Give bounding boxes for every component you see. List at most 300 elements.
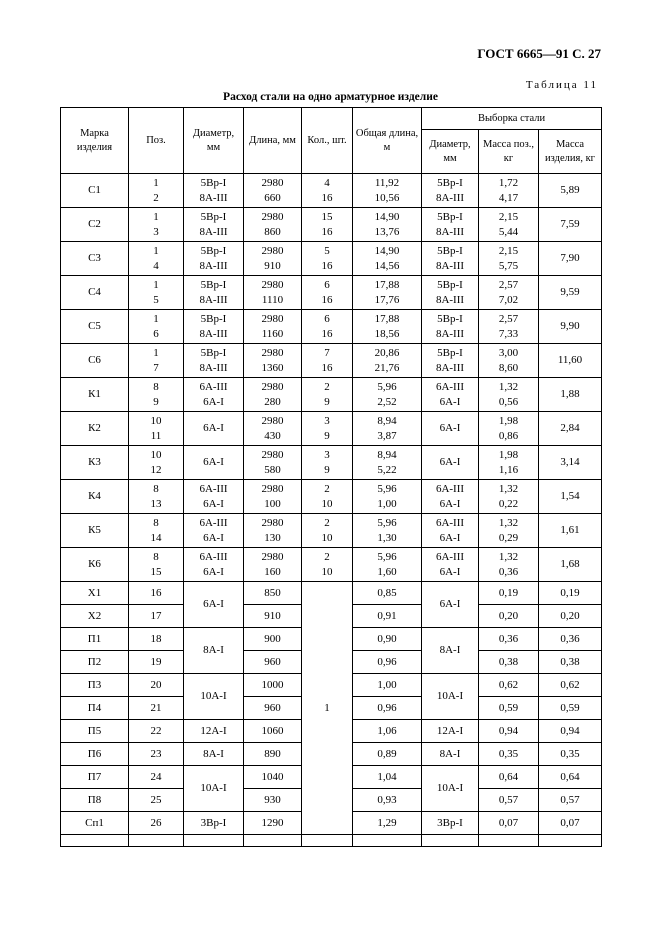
table-cell — [353, 789, 422, 812]
col-header-pos: Поз. — [129, 108, 184, 174]
cell-line: 0,62 — [560, 678, 580, 691]
cell-line: 10А-I — [436, 782, 464, 794]
table-cell — [129, 514, 184, 548]
page-header-right: ГОСТ 6665—91 С. 27 — [477, 46, 601, 61]
col-header-sel-diameter: Диаметр, мм — [422, 130, 479, 174]
table-cell — [539, 697, 602, 720]
cell-line: 8А-I — [439, 747, 461, 760]
cell-line: 1,32 — [498, 380, 519, 393]
cell-line: 16 — [321, 259, 333, 272]
cell-line: 1360 — [261, 361, 284, 374]
cell-line: 25 — [150, 793, 162, 806]
cell-line: 6 — [324, 312, 330, 325]
table-row — [61, 412, 602, 446]
cell-line: 17 — [150, 609, 162, 622]
table-cell — [353, 674, 422, 697]
table-cell — [61, 412, 129, 446]
table-row — [61, 174, 602, 208]
cell-line: 1,29 — [377, 816, 397, 829]
table-cell — [353, 720, 422, 743]
table-body — [61, 174, 602, 847]
cell-line: 1000 — [261, 678, 284, 691]
cell-line: 1,32 — [498, 516, 519, 529]
table-cell — [184, 548, 244, 582]
table-row — [61, 446, 602, 480]
cell-line: 5Вр-I — [437, 176, 463, 189]
cell-line: 1,30 — [377, 531, 397, 544]
table-cell — [539, 276, 602, 310]
cell-line: 860 — [264, 225, 281, 238]
cell-line: 0,94 — [498, 724, 519, 737]
cell-line: 14,56 — [374, 259, 400, 272]
table-cell — [479, 378, 539, 412]
cell-line: 890 — [264, 747, 281, 760]
table-cell — [184, 480, 244, 514]
col-header-sel-mass-item: Масса изделия, кг — [539, 130, 602, 174]
cell-line: С3 — [88, 252, 101, 264]
cell-line: 8А-III — [435, 361, 465, 374]
table-cell — [302, 174, 353, 208]
cell-line: 3 — [324, 448, 330, 461]
cell-line: 0,89 — [377, 747, 397, 760]
table-row — [61, 208, 602, 242]
cell-line: 1040 — [261, 770, 284, 783]
table-cell — [129, 766, 184, 789]
cell-line: 13 — [150, 497, 162, 510]
cell-line: 2,15 — [498, 244, 519, 257]
cell-line: 1,61 — [560, 524, 580, 536]
table-cell — [244, 412, 302, 446]
cell-line: 0,35 — [560, 747, 580, 760]
table-cell — [479, 514, 539, 548]
cell-line: 8 — [153, 482, 159, 495]
table-cell — [129, 651, 184, 674]
cell-line: 1,00 — [377, 497, 397, 510]
table-cell — [479, 674, 539, 697]
cell-line: 1,98 — [498, 448, 519, 461]
table-cell — [479, 412, 539, 446]
cell-line: 21,76 — [374, 361, 400, 374]
table-cell — [244, 766, 302, 789]
table-cell — [129, 276, 184, 310]
cell-line: 2980 — [261, 482, 284, 495]
table-cell — [184, 720, 244, 743]
cell-line: 9 — [324, 395, 330, 408]
cell-line: 10 — [321, 497, 333, 510]
table-cell — [184, 514, 244, 548]
cell-line: 10 — [321, 565, 333, 578]
table-cell — [539, 605, 602, 628]
cell-line: 2,57 — [498, 312, 519, 325]
cell-line: 1 — [153, 176, 159, 189]
cell-line: 10А-I — [200, 782, 227, 794]
table-row — [61, 242, 602, 276]
table-cell — [244, 605, 302, 628]
table-cell — [129, 697, 184, 720]
cell-line: 6А-III — [435, 550, 465, 563]
table-cell — [353, 582, 422, 605]
table-row — [61, 378, 602, 412]
table-cell — [129, 835, 184, 847]
table-cell — [539, 344, 602, 378]
table-cell — [244, 378, 302, 412]
cell-line: 0,86 — [498, 429, 519, 442]
table-cell — [422, 480, 479, 514]
cell-line: 130 — [264, 531, 281, 544]
cell-line: 9 — [153, 395, 159, 408]
cell-line: 10,56 — [374, 191, 400, 204]
cell-line: 6А-I — [439, 456, 461, 468]
cell-line: 1,16 — [498, 463, 519, 476]
table-cell — [422, 766, 479, 812]
cell-line: 12А-I — [436, 724, 464, 737]
cell-line: 2980 — [261, 516, 284, 529]
cell-line: 12А-I — [200, 724, 227, 737]
table-cell — [353, 812, 422, 835]
cell-line: 7,33 — [498, 327, 519, 340]
cell-line: 5,96 — [377, 516, 397, 529]
cell-line: 8А-III — [199, 361, 228, 374]
cell-line: 0,19 — [498, 586, 519, 599]
table-cell — [479, 743, 539, 766]
cell-line: 7 — [153, 361, 159, 374]
cell-line: 1290 — [261, 816, 284, 829]
cell-line: 10А-I — [200, 690, 227, 702]
table-cell — [244, 582, 302, 605]
table-cell — [539, 514, 602, 548]
table-cell — [61, 378, 129, 412]
table-cell — [129, 628, 184, 651]
cell-line: 11,60 — [557, 354, 583, 366]
cell-line: 15 — [321, 210, 333, 223]
table-cell — [539, 674, 602, 697]
cell-line: 1,72 — [498, 176, 519, 189]
cell-line: 960 — [264, 701, 281, 714]
table-cell — [539, 789, 602, 812]
table-cell — [422, 242, 479, 276]
table-cell — [129, 446, 184, 480]
cell-line: 1 — [153, 210, 159, 223]
cell-line: 18,56 — [374, 327, 400, 340]
cell-line: 1160 — [261, 327, 284, 340]
header-row-1 — [61, 108, 602, 130]
table-cell — [479, 605, 539, 628]
table-cell — [422, 743, 479, 766]
table-cell — [61, 789, 129, 812]
cell-line: 15 — [150, 565, 162, 578]
cell-line: 5,22 — [377, 463, 397, 476]
cell-line: 8 — [153, 516, 159, 529]
table-cell — [184, 743, 244, 766]
table-cell — [129, 720, 184, 743]
cell-line: 17,88 — [374, 278, 400, 291]
cell-line: 1,54 — [560, 490, 580, 502]
table-cell — [422, 628, 479, 674]
cell-line: 0,07 — [560, 816, 580, 829]
cell-line: 12 — [150, 463, 162, 476]
cell-line: 0,90 — [377, 632, 397, 645]
cell-line: 2 — [324, 516, 330, 529]
cell-line: 5 — [153, 293, 159, 306]
cell-line: 10А-I — [436, 690, 464, 702]
cell-line: 0,91 — [377, 609, 397, 622]
table-cell — [539, 651, 602, 674]
cell-line: 0,38 — [498, 655, 519, 668]
cell-line: 10 — [150, 448, 162, 461]
table-cell — [129, 548, 184, 582]
table-cell — [479, 720, 539, 743]
table-cell — [539, 766, 602, 789]
cell-line: 660 — [264, 191, 281, 204]
cell-line: 0,35 — [498, 747, 519, 760]
cell-line: 2,15 — [498, 210, 519, 223]
table-label: Таблица 11 — [525, 79, 598, 91]
cell-line: 2980 — [261, 448, 284, 461]
cell-line: 6 — [324, 278, 330, 291]
cell-line: 6А-I — [439, 598, 461, 610]
table-cell — [129, 242, 184, 276]
table-cell — [61, 697, 129, 720]
table-cell — [353, 310, 422, 344]
cell-line: 5Вр-I — [437, 278, 463, 291]
cell-line: 2,84 — [560, 422, 580, 434]
table-cell — [353, 412, 422, 446]
cell-line: 16 — [321, 361, 333, 374]
cell-line: 6А-III — [199, 550, 228, 563]
cell-line: К1 — [88, 388, 101, 400]
cell-line: С4 — [88, 286, 101, 298]
cell-line: 1,04 — [377, 770, 397, 783]
cell-line: 5,44 — [498, 225, 519, 238]
cell-line: 17,88 — [374, 312, 400, 325]
table-cell — [61, 446, 129, 480]
table-cell — [302, 548, 353, 582]
table-cell — [61, 208, 129, 242]
table-cell — [422, 835, 479, 847]
table-cell — [184, 310, 244, 344]
col-header-diameter: Диаметр, мм — [184, 108, 244, 174]
cell-line: 6А-I — [203, 598, 224, 610]
table-cell — [353, 605, 422, 628]
cell-line: 0,62 — [498, 678, 519, 691]
table-cell — [184, 835, 244, 847]
cell-line: 0,57 — [498, 793, 519, 806]
cell-line: 6А-I — [203, 497, 224, 510]
cell-line: 6А-III — [435, 516, 465, 529]
cell-line: 6А-III — [435, 380, 465, 393]
cell-line: 280 — [264, 395, 281, 408]
table-cell — [61, 812, 129, 835]
cell-line: 0,56 — [498, 395, 519, 408]
cell-line: 8А-III — [199, 225, 228, 238]
table-cell — [479, 242, 539, 276]
cell-line: 850 — [264, 586, 281, 599]
cell-line: 8,60 — [498, 361, 519, 374]
table-cell — [353, 276, 422, 310]
cell-line: 3 — [324, 414, 330, 427]
table-cell — [422, 812, 479, 835]
table-row — [61, 276, 602, 310]
table-cell — [422, 720, 479, 743]
cell-line: К4 — [88, 490, 101, 502]
cell-line: 5Вр-I — [200, 176, 227, 189]
table-cell — [422, 674, 479, 720]
cell-line: Сп1 — [85, 816, 104, 829]
table-cell — [539, 628, 602, 651]
col-header-selection: Выборка стали — [422, 108, 602, 130]
cell-line: 9,59 — [560, 286, 580, 298]
table-cell — [302, 242, 353, 276]
table-cell — [353, 835, 422, 847]
table-cell — [129, 174, 184, 208]
cell-line: 2980 — [261, 346, 284, 359]
table-cell — [244, 480, 302, 514]
table-cell — [184, 812, 244, 835]
table-cell — [302, 835, 353, 847]
cell-line: 1,98 — [498, 414, 519, 427]
cell-line: 24 — [150, 770, 162, 783]
cell-line: 14,90 — [374, 210, 400, 223]
cell-line: Х1 — [87, 586, 102, 599]
table-cell — [422, 514, 479, 548]
cell-line: 16 — [321, 191, 333, 204]
table-cell — [61, 651, 129, 674]
table-cell — [302, 446, 353, 480]
table-cell — [353, 697, 422, 720]
table-cell — [61, 605, 129, 628]
table-cell — [422, 276, 479, 310]
cell-line: 3 — [153, 225, 159, 238]
table-cell — [302, 514, 353, 548]
table-cell — [184, 378, 244, 412]
cell-line: 9 — [324, 429, 330, 442]
cell-line: 0,64 — [498, 770, 519, 783]
cell-line: 2980 — [261, 176, 284, 189]
table-cell — [244, 697, 302, 720]
table-cell — [302, 310, 353, 344]
table-cell — [479, 812, 539, 835]
cell-line: П6 — [87, 747, 102, 760]
table-cell — [353, 480, 422, 514]
cell-line: 5Вр-I — [437, 346, 463, 359]
table-cell — [353, 548, 422, 582]
cell-line: 1,32 — [498, 482, 519, 495]
table-cell — [244, 789, 302, 812]
table-cell — [353, 208, 422, 242]
table-cell — [539, 835, 602, 847]
cell-line: 5,89 — [560, 184, 580, 196]
table-header — [61, 108, 602, 174]
table-cell — [129, 378, 184, 412]
cell-line: 20 — [150, 678, 162, 691]
table-cell — [129, 208, 184, 242]
cell-line: 8А-III — [199, 259, 228, 272]
cell-line: 2980 — [261, 414, 284, 427]
cell-line: 6А-I — [203, 531, 224, 544]
table-cell — [61, 766, 129, 789]
cell-line: 7 — [324, 346, 330, 359]
table-row — [61, 582, 602, 605]
cell-line: 8А-III — [435, 259, 465, 272]
table-cell — [129, 789, 184, 812]
table-cell — [244, 446, 302, 480]
cell-line: 930 — [264, 793, 281, 806]
cell-line: 1060 — [261, 724, 284, 737]
table-cell — [422, 446, 479, 480]
table-cell — [479, 344, 539, 378]
cell-line: К6 — [88, 558, 101, 570]
cell-line: 2980 — [261, 244, 284, 257]
cell-line: 16 — [150, 586, 162, 599]
table-cell — [353, 174, 422, 208]
table-cell — [422, 582, 479, 628]
table-cell — [244, 208, 302, 242]
cell-line: 6 — [153, 327, 159, 340]
cell-line: Х2 — [87, 609, 102, 622]
table-cell — [479, 651, 539, 674]
table-cell — [353, 651, 422, 674]
cell-line: 0,85 — [377, 586, 397, 599]
cell-line: 0,96 — [377, 655, 397, 668]
table-cell — [479, 548, 539, 582]
cell-line: 5Вр-I — [437, 312, 463, 325]
cell-line: 0,36 — [560, 632, 580, 645]
cell-line: 11,92 — [374, 176, 400, 189]
cell-line: 0,20 — [560, 609, 580, 622]
cell-line: 5Вр-I — [200, 346, 227, 359]
cell-line: 8 — [153, 550, 159, 563]
cell-line: 8,94 — [377, 448, 397, 461]
table-cell — [184, 766, 244, 812]
cell-line: 5Вр-I — [437, 210, 463, 223]
cell-line: С1 — [88, 184, 101, 196]
cell-line: 160 — [264, 565, 281, 578]
table-cell — [244, 835, 302, 847]
cell-line: 3,87 — [377, 429, 397, 442]
cell-line: 1 — [153, 312, 159, 325]
table-cell — [184, 674, 244, 720]
cell-line: 0,20 — [498, 609, 519, 622]
table-cell — [479, 582, 539, 605]
table-cell — [422, 412, 479, 446]
table-cell — [129, 310, 184, 344]
cell-line: 5,75 — [498, 259, 519, 272]
cell-line: 10 — [150, 414, 162, 427]
table-cell — [353, 766, 422, 789]
table-cell — [129, 812, 184, 835]
cell-line: 6А-I — [439, 531, 461, 544]
cell-line: 20,86 — [374, 346, 400, 359]
table-cell — [61, 514, 129, 548]
table-cell — [353, 743, 422, 766]
table-cell — [184, 242, 244, 276]
table-cell — [61, 835, 129, 847]
cell-line: 4 — [153, 259, 159, 272]
cell-line: 23 — [150, 747, 162, 760]
table-cell — [539, 174, 602, 208]
cell-line: 8А-I — [203, 747, 224, 760]
table-cell — [61, 628, 129, 651]
cell-line: П1 — [87, 632, 102, 645]
cell-line: 8А-I — [203, 644, 224, 656]
table-cell — [539, 242, 602, 276]
cell-line: 13,76 — [374, 225, 400, 238]
cell-line: 0,64 — [560, 770, 580, 783]
table-cell — [184, 446, 244, 480]
table-cell — [244, 514, 302, 548]
cell-line: К3 — [88, 456, 101, 468]
cell-line: 0,59 — [560, 701, 580, 714]
